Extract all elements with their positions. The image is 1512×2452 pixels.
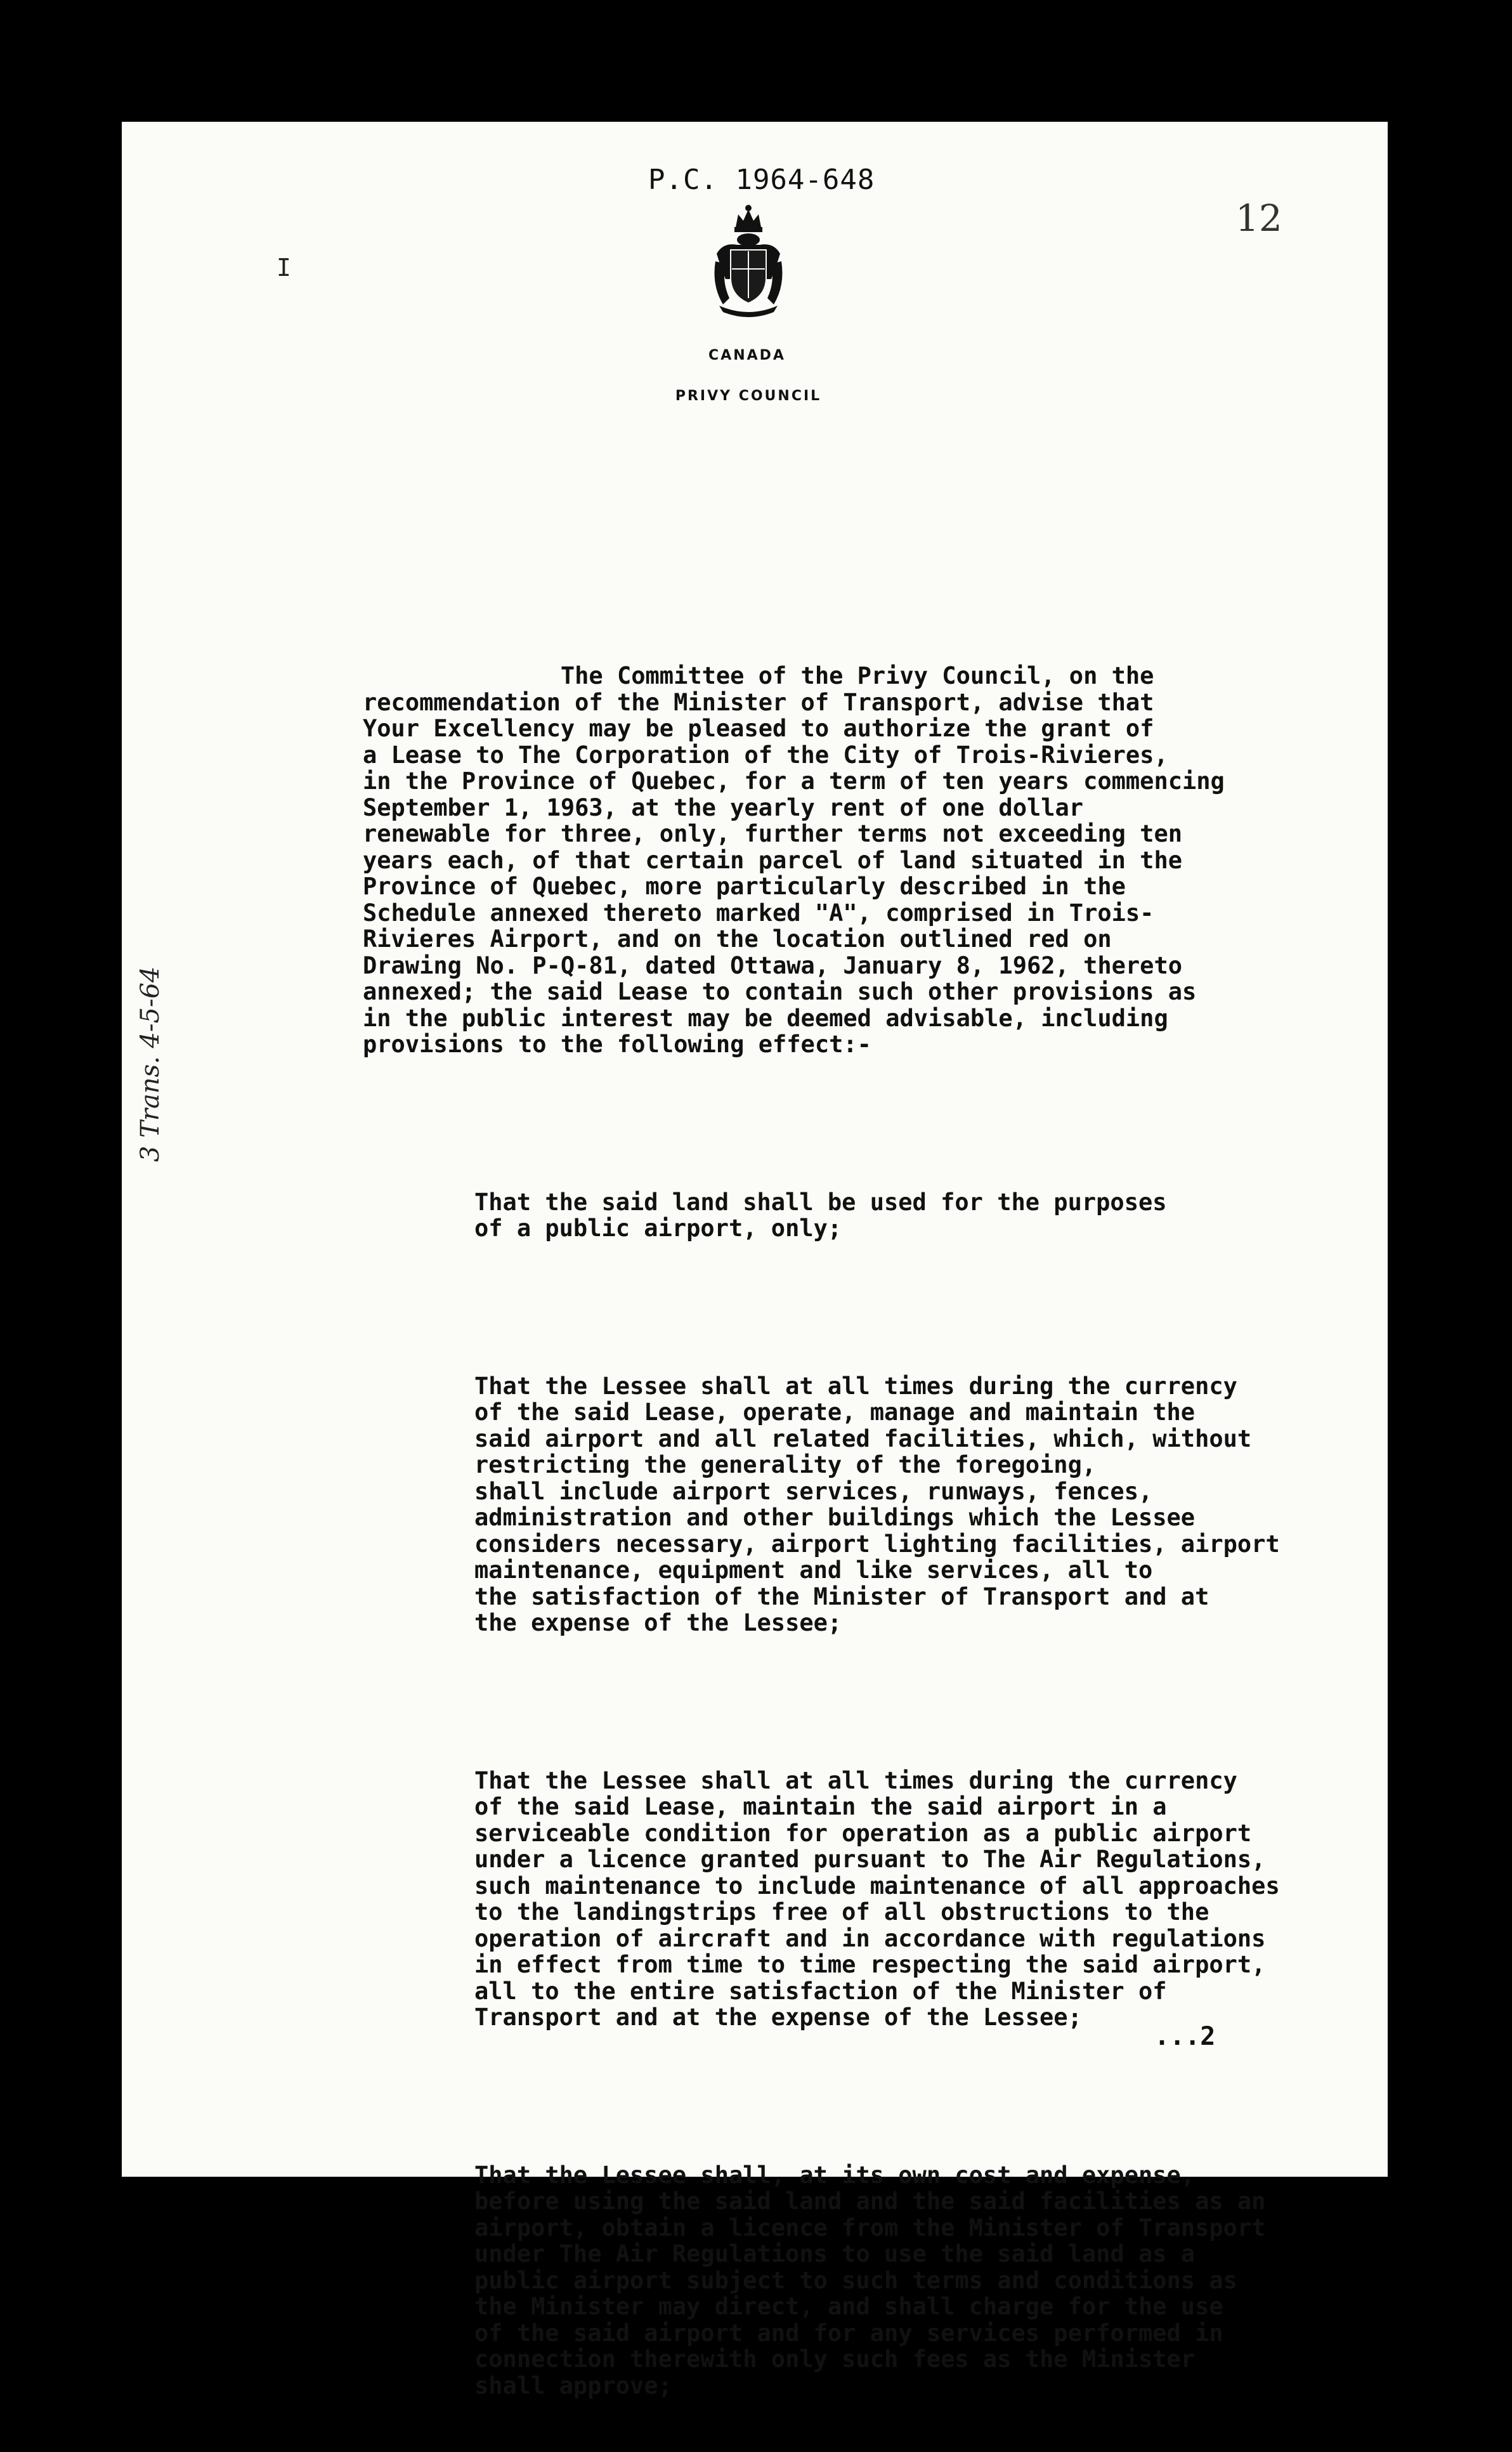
handwritten-margin-note: 3 Trans. 4-5-64 (136, 966, 165, 1162)
margin-mark: I (277, 254, 291, 282)
royal-coat-of-arms-icon (710, 203, 786, 317)
order-body (363, 610, 1384, 2451)
intro-paragraph: The Committee of the Privy Council, on the recommendation of the Minister of Transport, advise that Your Excellency may be pleased to authorize the grant of a Lease to The Corporation of the City of Trois-Rivieres, in the Province of Quebec, for a term of ten years commencing September 1, 1963, at the yearly rent of one dollar renewable for three, only, further terms not exceeding ten years each, of that certain parcel of land situated in the Province of Quebec, more particularly described in the Schedule annexed thereto marked "A", comprised in Trois- Rivieres Airport, and on the location outlined red on Drawing No. P-Q-81, dated Ottawa, January 8, 1962, thereto annexed; the said Lease to contain such other provisions as in the public interest may be deemed advisable, including provisions to the following effect:- (363, 662, 1225, 1058)
continuation-marker: ...2 (1154, 2022, 1216, 2051)
clause-maintenance: That the Lessee shall at all times during the currency of the said Lease, maintain the said airport in a serviceable condition for operation as a public airport under a licence granted pursuant to The Air Regulations, such maintenance to include maintenance of all approaches to the landingstrips free of all obstructions to the operation of aircraft and in accordance with regulations in effect from time to time respecting the said airport, all to the entire satisfaction of the Minister of Transport and at the expense of the Lessee; (474, 1766, 1280, 2031)
clause-operation: That the Lessee shall at all times during the currency of the said Lease, operate, manage and maintain the said airport and all related facilities, which, without restricting the generality of the foregoing, shall include airport services, runways, fences, administration and other buildings which the Lessee considers necessary, airport lighting facilities, airport maintenance, equipment and like services, all to the satisfaction of the Minister of Transport and at the expense of the Lessee; (474, 1372, 1280, 1636)
clause-land-use: That the said land shall be used for the purposes of a public airport, only; (474, 1188, 1167, 1242)
clause-licence: That the Lessee shall, at its own cost and expense, before using the said land and the said facilities as an airport, obtain a licence from the Minister of Transport under The Air Regulations to use the said land as a public airport subject to such terms and conditions as the Minister may direct, and shall charge for the use of the said airport and for any services performed in connection therewith only such fees as the Minister shall approve; (474, 2161, 1266, 2399)
order-number: P.C. 1964-648 (648, 164, 875, 196)
document-page (122, 122, 1388, 2399)
page-number: 12 (1235, 197, 1282, 240)
issuer-label: PRIVY COUNCIL (675, 388, 822, 404)
country-label: CANADA (708, 348, 786, 363)
